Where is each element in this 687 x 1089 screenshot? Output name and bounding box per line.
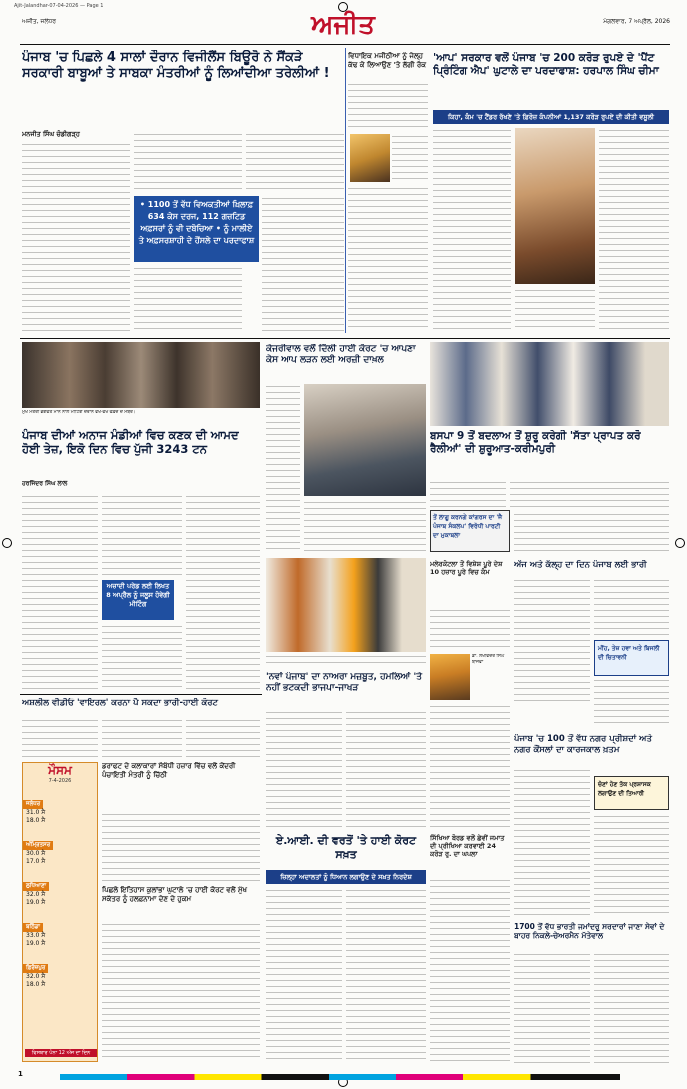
tenders-headline: ਪੰਜਾਬ 'ਚ 100 ਤੋਂ ਵੱਧ ਨਗਰ ਪ੍ਰੀਸ਼ਦਾਂ ਅਤੇ ਨਗਰ ਕੌਂਸਲਾਂ ਦਾ ਕਾਰਜਕਾਲ ਖ਼ਤਮ — [514, 734, 652, 755]
aap-subhead: ਕਿਹਾ, ਕੰਮ 'ਚ ਟੈਂਡਰ ਰੱਖਣੇ 'ਤੇ ਫ਼ਿਰੋਜ਼ ਕੰਪਨੀਆਂ 1,137 ਕਰੋੜ ਰੁਪਏ ਦੀ ਕੀਤੀ ਵਸੂਲੀ — [433, 110, 669, 124]
ai-court-headline: ਏ.ਆਈ. ਦੀ ਵਰਤੋਂ 'ਤੇ ਹਾਈ ਕੋਰਟ ਸਖ਼ਤ — [275, 834, 417, 861]
weather-max: 33.0 ਸੈ — [26, 932, 46, 939]
bottom-right-body-2 — [594, 952, 669, 1064]
lead-body-col-3 — [246, 132, 344, 192]
ai-court-body-1 — [266, 888, 342, 1062]
ecourt-headline: ਅਸ਼ਲੀਲ ਵੀਡੀਓ 'ਵਾਇਰਲ' ਕਰਨਾ ਪੈ ਸਕਦਾ ਭਾਰੀ-ਹਾਈ ਕੋਰਟ — [22, 698, 219, 708]
weather-max: 32.0 ਸੈ — [26, 973, 46, 980]
aaj-kal-body-3 — [594, 678, 669, 728]
weather-city-name: ਫ਼ਿਰੋਜ਼ਪੁਰ — [23, 964, 48, 973]
page-number: 1 — [18, 1070, 23, 1078]
parade-box: ਅਜ਼ਾਦੀ ਪਰੇਡ ਲਈ ਲਿਖਤ 8 ਅਪ੍ਰੈਲ ਨੂੰ ਜਲੂਸ ਹੋਵੇਗੀ ਮੀਟਿੰਗ — [102, 580, 174, 620]
weather-city — [23, 954, 97, 989]
weather-box — [22, 762, 98, 1062]
weather-list — [23, 790, 97, 989]
dussehra-headline: ਡਰਾਫਟ ਦੇ ਕਲਾਕਾਰਾਂ ਸੰਬੰਧੀ ਹਜ਼ਾਰ ਵਿੱਚ ਵਲੋਂ ਕੇਂਦਰੀ ਪੰਚਾਇਤੀ ਮੰਤਰੀ ਨੂੰ ਚਿੱਠੀ — [102, 762, 236, 779]
print-slug: Ajit-Jalandhar-07-04-2026 — Page 1 — [14, 3, 104, 9]
masthead-logo: ਅਜੀਤ — [311, 10, 375, 40]
bjp-caption — [266, 654, 426, 668]
tenders-inset: ਚੋਣਾਂ ਹੋਣ ਤੱਕ ਪ੍ਰਸ਼ਾਸਕ ਲਗਾਉਣ ਦੀ ਤਿਆਰੀ — [594, 776, 669, 810]
ai-court-body-2 — [346, 888, 426, 1062]
weather-max: 30.0 ਸੈ — [26, 850, 46, 857]
ecourt-body-3 — [186, 718, 260, 758]
aaj-kal-body-2 — [594, 578, 669, 638]
lead-body-col-2 — [134, 132, 242, 192]
bsp-photo — [430, 342, 669, 426]
majithia-headline: ਵਿਧਾਇਕ ਮਜੀਠੀਆ ਨੂੰ ਜੇਲ੍ਹ ਕੱਢ ਕੇ ਲਿਆਉਣ 'ਤੇ ਲੱਗੀ ਰੋਕ — [348, 52, 426, 69]
kejriwal-body-col-2 — [304, 500, 426, 554]
header-rule — [20, 44, 670, 45]
majithia-body-3 — [348, 186, 428, 332]
aap-body-col-1 — [433, 128, 511, 332]
oath-headline: ਪਿਛਲੇ ਇਤਿਹਾਸ ਕੁਲਾਂਭਾ ਘੁਟਾਲੇ 'ਚ ਹਾਈ ਕੋਰਟ ਵਲੋਂ ਮੁੱਖ ਸਕੱਤਰ ਨੂੰ ਹਲਫ਼ਨਾਮਾ ਦੇਣ ਦੇ ਹੁਕਮ — [102, 886, 247, 903]
tenders-body-2 — [594, 814, 669, 918]
aaj-kal-headline: ਅੱਜ ਅਤੇ ਕੱਲ੍ਹ ਦਾ ਦਿਨ ਪੰਜਾਬ ਲਈ ਭਾਰੀ — [514, 560, 647, 570]
mandi-body-col-2 — [102, 494, 182, 578]
bsp-body-3 — [514, 512, 669, 554]
cheema-photo — [515, 128, 595, 284]
weather-min: 18.0 ਸੈ — [26, 981, 46, 988]
cm-meeting-photo — [22, 342, 260, 408]
mandi-body-col-4 — [186, 494, 260, 690]
kejriwal-headline: ਕੇਜਰੀਵਾਲ ਵਲੋਂ ਦਿੱਲੀ ਹਾਈ ਕੋਰਟ 'ਚ ਆਪਣਾ ਕੇਸ ਆਪ ਲੜਨ ਲਈ ਅਰਜ਼ੀ ਦਾਖ਼ਲ — [266, 344, 416, 366]
oath-body — [102, 922, 260, 1062]
ecourt-body-2 — [102, 718, 182, 758]
naya-punjab-headline: 'ਨਵਾਂ ਪੰਜਾਬ' ਦਾ ਨਾਅਰਾ ਮਜ਼ਬੂਤ, ਹਮਲਿਆਂ 'ਤੇ ਨਹੀਂ ਭਟਕਦੀ ਭਾਜਪਾ-ਜਾਖੜ — [266, 672, 422, 694]
weather-min: 18.0 ਸੈ — [26, 817, 46, 824]
bajwa-photo — [430, 654, 470, 700]
aap-photo-caption — [515, 288, 595, 332]
education-board-body — [430, 878, 510, 1062]
mid-small-body-2 — [430, 704, 510, 828]
weather-city-name: ਬਠਿੰਡਾ — [23, 923, 43, 932]
registration-mark — [675, 538, 685, 548]
weather-city — [23, 831, 97, 866]
majithia-body-1 — [348, 82, 428, 132]
lead-body-col-1 — [22, 142, 130, 332]
weather-city-name: ਅੰਮ੍ਰਿਤਸਰ — [23, 841, 53, 850]
mandi-headline: ਪੰਜਾਬ ਦੀਆਂ ਅਨਾਜ ਮੰਡੀਆਂ ਵਿਚ ਕਣਕ ਦੀ ਆਮਦ ਹੋਈ ਤੇਜ਼, ਇਕੋ ਦਿਨ ਵਿਚ ਪੁੱਜੀ 3243 ਟਨ — [22, 428, 239, 457]
weather-city-name: ਜਲੰਧਰ — [23, 800, 43, 809]
lead-body-col-4 — [134, 266, 242, 332]
majithia-photo — [350, 134, 390, 182]
lead-headline: ਪੰਜਾਬ 'ਚ ਪਿਛਲੇ 4 ਸਾਲਾਂ ਦੌਰਾਨ ਵਿਜੀਲੈਂਸ ਬਿਊਰੋ ਨੇ ਸੈਂਕੜੇ ਸਰਕਾਰੀ ਬਾਬੂਆਂ ਤੇ ਸਾਬਕਾ ਮੰਤਰੀਆਂ ਨੂੰ ਲਿਆਂਦੀਆ ਤਰੇਲੀਆਂ ! — [22, 50, 330, 82]
bajwa-caption: ਡਾ. ਲਖਵਿੰਦਰ ਸਿੰਘ ਬਾਜਵਾ — [472, 654, 505, 665]
registration-mark — [2, 538, 12, 548]
bsp-body-1 — [430, 480, 506, 508]
weather-title: ਮੌਸਮ — [48, 763, 72, 777]
aaj-kal-inset: ਮੀਂਹ, ਤੇਜ਼ ਹਵਾ ਅਤੇ ਬਿਜਲੀ ਦੀ ਚਿਤਾਵਨੀ — [594, 640, 669, 676]
bsp-body-2 — [510, 480, 669, 508]
mandi-byline: ਹਰਜਿੰਦਰ ਸਿੰਘ ਲਾਲ — [22, 480, 68, 487]
column-rule — [345, 48, 346, 333]
weather-city — [23, 872, 97, 907]
dussehra-body — [102, 812, 260, 882]
header-date: ਮੰਗਲਵਾਰ, 7 ਅਪ੍ਰੈਲ, 2026 — [603, 18, 670, 25]
mid-small-headline: ਮਲੇਰਕੋਟਲਾ ਤੋਂ ਵਿਸ਼ੇਸ਼ ਪੂਰੇ ਦੇਸ਼ 10 ਹਜ਼ਾਰ ਪੂਰੇ ਵਿਚ ਕੰਮ — [430, 560, 503, 577]
lead-byline: ਮਨਜੀਤ ਸਿੰਘ ਚੰਡੀਗੜ੍ਹ — [22, 130, 80, 138]
weather-date: 7-4-2026 — [48, 778, 72, 784]
weather-min: 17.0 ਸੈ — [26, 858, 46, 865]
mandi-body-col-1 — [22, 494, 98, 690]
mid-small-body — [430, 608, 510, 652]
kejriwal-photo — [304, 384, 426, 496]
header-location: ਅਜੀਤ, ਜਲੰਧਰ — [22, 18, 57, 25]
weather-city-name: ਲੁਧਿਆਣਾ — [23, 882, 49, 891]
mandi-body-col-3 — [102, 624, 182, 690]
lead-body-col-5 — [262, 196, 344, 332]
weather-city — [23, 790, 97, 825]
naya-body-col-2 — [346, 710, 426, 830]
bsp-inset: ਤੋਂ ਲਾਗੂ ਕਰਨਗੇ ਕਾਂਗਰਸ ਦਾ 'ਜੈ ਪੰਜਾਬ ਸੰਕਲਪ' ਵਿਰੋਧੀ ਪਾਰਟੀ ਦਾ ਮੁਕਾਬਲਾ — [430, 510, 510, 552]
lead-highlight-box: • 1100 ਤੋਂ ਵੱਧ ਵਿਅਕਤੀਆਂ ਖ਼ਿਲਾਫ਼ 634 ਕੇਸ ਦਰਜ, 112 ਗਜ਼ਟਿਡ ਅਫ਼ਸਰਾਂ ਨੂੰ ਵੀ ਦਬੋਚਿਆ • ਨੂੰ ਮਾਲੀਏ ਤੇ ਅਫ਼ਸਰਸ਼ਾਹੀ ਦੇ ਹੌਂਸਲੇ ਦਾ ਪਰਦਾਫਾਸ਼ — [134, 196, 259, 262]
weather-min: 19.0 ਸੈ — [26, 899, 46, 906]
ecourt-body-1 — [22, 718, 98, 758]
color-bar — [60, 1074, 620, 1080]
weather-max: 32.0 ਸੈ — [26, 891, 46, 898]
majithia-body-2 — [392, 134, 428, 182]
weather-min: 19.0 ਸੈ — [26, 940, 46, 947]
weather-footer: ਵਿਸਥਾਰ ਪੰਨਾ 12 ਅੱਜ ਦਾ ਦਿਨ — [25, 1049, 97, 1057]
aap-headline: 'ਆਪ' ਸਰਕਾਰ ਵਲੋਂ ਪੰਜਾਬ 'ਚ 200 ਕਰੋੜ ਰੁਪਏ ਦੇ 'ਪੈਂਟ ਪ੍ਰਿੰਟਿੰਗ ਐਪ' ਘੁਟਾਲੇ ਦਾ ਪਰਦਾਫਾਸ਼: ਹਰਪਾਲ ਸਿੰਘ ਚੀਮਾ — [433, 52, 659, 78]
weather-max: 31.0 ਸੈ — [26, 809, 46, 816]
education-board-headline: ਸਿੱਖਿਆ ਬੋਰਡ ਵਲੋਂ ਛੇਵੀਂ ਜਮਾਤ ਦੀ ਪ੍ਰੀਖਿਆ ਕਰਵਾਈ 24 ਕਰੋੜ ਰੁ. ਦਾ ਘਪਲਾ — [430, 834, 505, 859]
weather-city — [23, 913, 97, 948]
bottom-right-headline: 1700 ਤੋਂ ਵੱਧ ਭਾਰਤੀ ਜਮਾਂਦਰੂ ਸਰਦਾਰਾਂ ਜਾਣਾ ਸੇਵਾਂ ਦੇ ਬਾਹਰ ਨਿਕਲੇ-ਚੇਅਰਮੈਨ ਮੱਤੇਵਾਲ — [514, 922, 665, 941]
bottom-right-body-1 — [514, 952, 590, 1064]
naya-body-col-1 — [266, 710, 342, 830]
ai-court-subhead: ਜ਼ਿਲ੍ਹਾ ਅਦਾਲਤਾਂ ਨੂੰ ਧਿਆਨ ਲਗਾਉਣ ਦੇ ਸਖ਼ਤ ਨਿਰਦੇਸ਼ — [266, 870, 426, 884]
aaj-kal-body-1 — [514, 578, 590, 706]
section-rule — [20, 694, 262, 695]
bjp-photo — [266, 558, 426, 652]
cm-meeting-caption: ਮੁੱਖ ਮੰਤਰੀ ਭਗਵੰਤ ਮਾਨ ਨਾਲ ਮੀਟਿੰਗ ਦੌਰਾਨ ਵੱਖ-ਵੱਖ ਵਫ਼ਦ ਦੇ ਮੈਂਬਰ। — [22, 410, 136, 415]
aap-body-col-2 — [599, 128, 669, 332]
tenders-body-1 — [514, 768, 590, 918]
bsp-headline: ਬਸਪਾ 9 ਤੋਂ ਬਦਲਾਅ ਤੋਂ ਸ਼ੁਰੂ ਕਰੇਗੀ 'ਸੱਤਾ ਪ੍ਰਾਪਤ ਕਰੋ ਰੈਲੀਆਂ' ਦੀ ਸ਼ੁਰੂਆਤ-ਕਰੀਮਪੁਰੀ — [430, 430, 641, 456]
kejriwal-body-col-1 — [266, 384, 300, 554]
section-rule — [20, 338, 670, 339]
